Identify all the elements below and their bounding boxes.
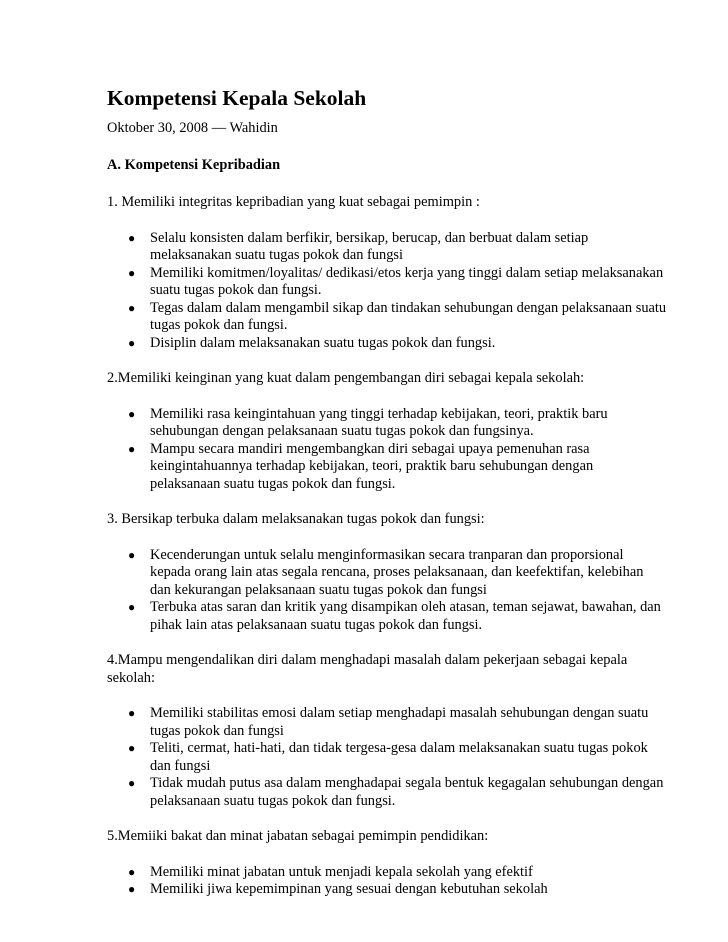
list-item-text: Tegas dalam dalam mengambil sikap dan tindakan sehubungan dengan pelaksanaan suatu tugas pokok dan fungsi. — [150, 299, 667, 333]
list-item-text: Kecenderungan untuk selalu menginformasikan secara tranparan dan proporsional kepada orang lain atas segala rencana, proses pelaksanaan, dan keefektifan, kelebihan dan kekurangan pelaksanaan suatu tugas pokok dan fungsi — [150, 546, 644, 598]
competency-point-5: 5.Memiiki bakat dan minat jabatan sebagai pemimpin pendidikan: — [107, 828, 489, 844]
bullet-icon: ● — [128, 882, 136, 896]
list-item-text: Selalu konsisten dalam berfikir, bersikap, berucap, dan berbuat dalam setiap melaksanakan suatu tugas pokok dan fungsi — [150, 229, 589, 263]
list-item-text: Memiliki stabilitas emosi dalam setiap menghadapi masalah sehubungan dengan suatu tugas pokok dan fungsi — [150, 705, 649, 739]
list-item — [128, 229, 667, 265]
bullet-icon: ● — [128, 300, 136, 315]
list-item — [128, 440, 667, 494]
page-title: Kompetensi Kepala Sekolah — [107, 86, 367, 110]
bullet-icon: ● — [128, 406, 136, 421]
list-item — [128, 405, 667, 441]
bullet-icon: ● — [128, 741, 136, 755]
list-item — [128, 863, 667, 882]
competency-point-1: 1. Memiliki integritas kepribadian yang kuat sebagai pemimpin : — [107, 194, 480, 210]
competency-point-3: 3. Bersikap terbuka dalam melaksanakan tugas pokok dan fungsi: — [107, 511, 485, 527]
list-item-text: Disiplin dalam melaksanakan suatu tugas pokok dan fungsi. — [150, 334, 496, 351]
competency-point-2: 2.Memiliki keinginan yang kuat dalam pengembangan diri sebagai kepala sekolah: — [107, 370, 585, 386]
bullet-icon: ● — [128, 776, 136, 790]
bullet-list-3 — [107, 547, 667, 635]
list-item — [128, 264, 667, 300]
list-item — [128, 705, 667, 740]
document-body — [107, 86, 667, 917]
bullet-list-4 — [107, 705, 667, 810]
bullet-icon: ● — [128, 864, 136, 879]
list-item — [128, 775, 667, 810]
bullet-icon: ● — [128, 335, 136, 350]
bullet-icon: ● — [128, 706, 136, 720]
list-item-text: Terbuka atas saran dan kritik yang disampikan oleh atasan, teman sejawat, bawahan, dan pihak lain atas pelaksanaan suatu tugas pokok dan fungsi. — [150, 599, 661, 633]
bullet-icon: ● — [128, 230, 136, 245]
list-item — [128, 299, 667, 335]
bullet-list-2 — [107, 406, 667, 494]
list-item-text: Tidak mudah putus asa dalam menghadapai segala bentuk kegagalan sehubungan dengan pelaksanaan suatu tugas pokok dan fungsi. — [150, 775, 664, 809]
list-item-text: Memiliki rasa keingintahuan yang tinggi terhadap kebijakan, teori, praktik baru sehubungan dengan pelaksanaan suatu tugas pokok dan fungsinya. — [150, 405, 608, 439]
bullet-icon: ● — [128, 265, 136, 280]
bullet-list-1 — [107, 230, 667, 353]
list-item — [128, 546, 667, 600]
bullet-icon: ● — [128, 547, 136, 562]
list-item-text: Teliti, cermat, hati-hati, dan tidak tergesa-gesa dalam melaksanakan suatu tugas pokok dan fungsi — [150, 740, 648, 774]
bullet-icon: ● — [128, 441, 136, 456]
list-item — [128, 740, 667, 775]
list-item-text: Mampu secara mandiri mengembangkan diri sebagai upaya pemenuhan rasa keingintahuannya terhadap kebijakan, teori, praktik baru sehubungan dengan pelaksanaan suatu tugas pokok dan fungsi. — [150, 440, 594, 492]
bullet-icon: ● — [128, 600, 136, 614]
post-meta: Oktober 30, 2008 — Wahidin — [107, 120, 278, 136]
competency-point-4: 4.Mampu mengendalikan diri dalam menghadapi masalah dalam pekerjaan sebagai kepala sekolah: — [107, 652, 628, 686]
list-item-text: Memiliki jiwa kepemimpinan yang sesuai dengan kebutuhan sekolah — [150, 881, 548, 897]
bullet-list-5 — [107, 864, 667, 899]
section-heading: A. Kompetensi Kepribadian — [107, 156, 281, 173]
list-item — [128, 599, 667, 634]
list-item-text: Memiliki minat jabatan untuk menjadi kepala sekolah yang efektif — [150, 863, 533, 880]
list-item — [128, 881, 667, 899]
list-item-text: Memiliki komitmen/loyalitas/ dedikasi/etos kerja yang tinggi dalam setiap melaksanakan suatu tugas pokok dan fungsi. — [150, 264, 664, 298]
list-item — [128, 334, 667, 353]
